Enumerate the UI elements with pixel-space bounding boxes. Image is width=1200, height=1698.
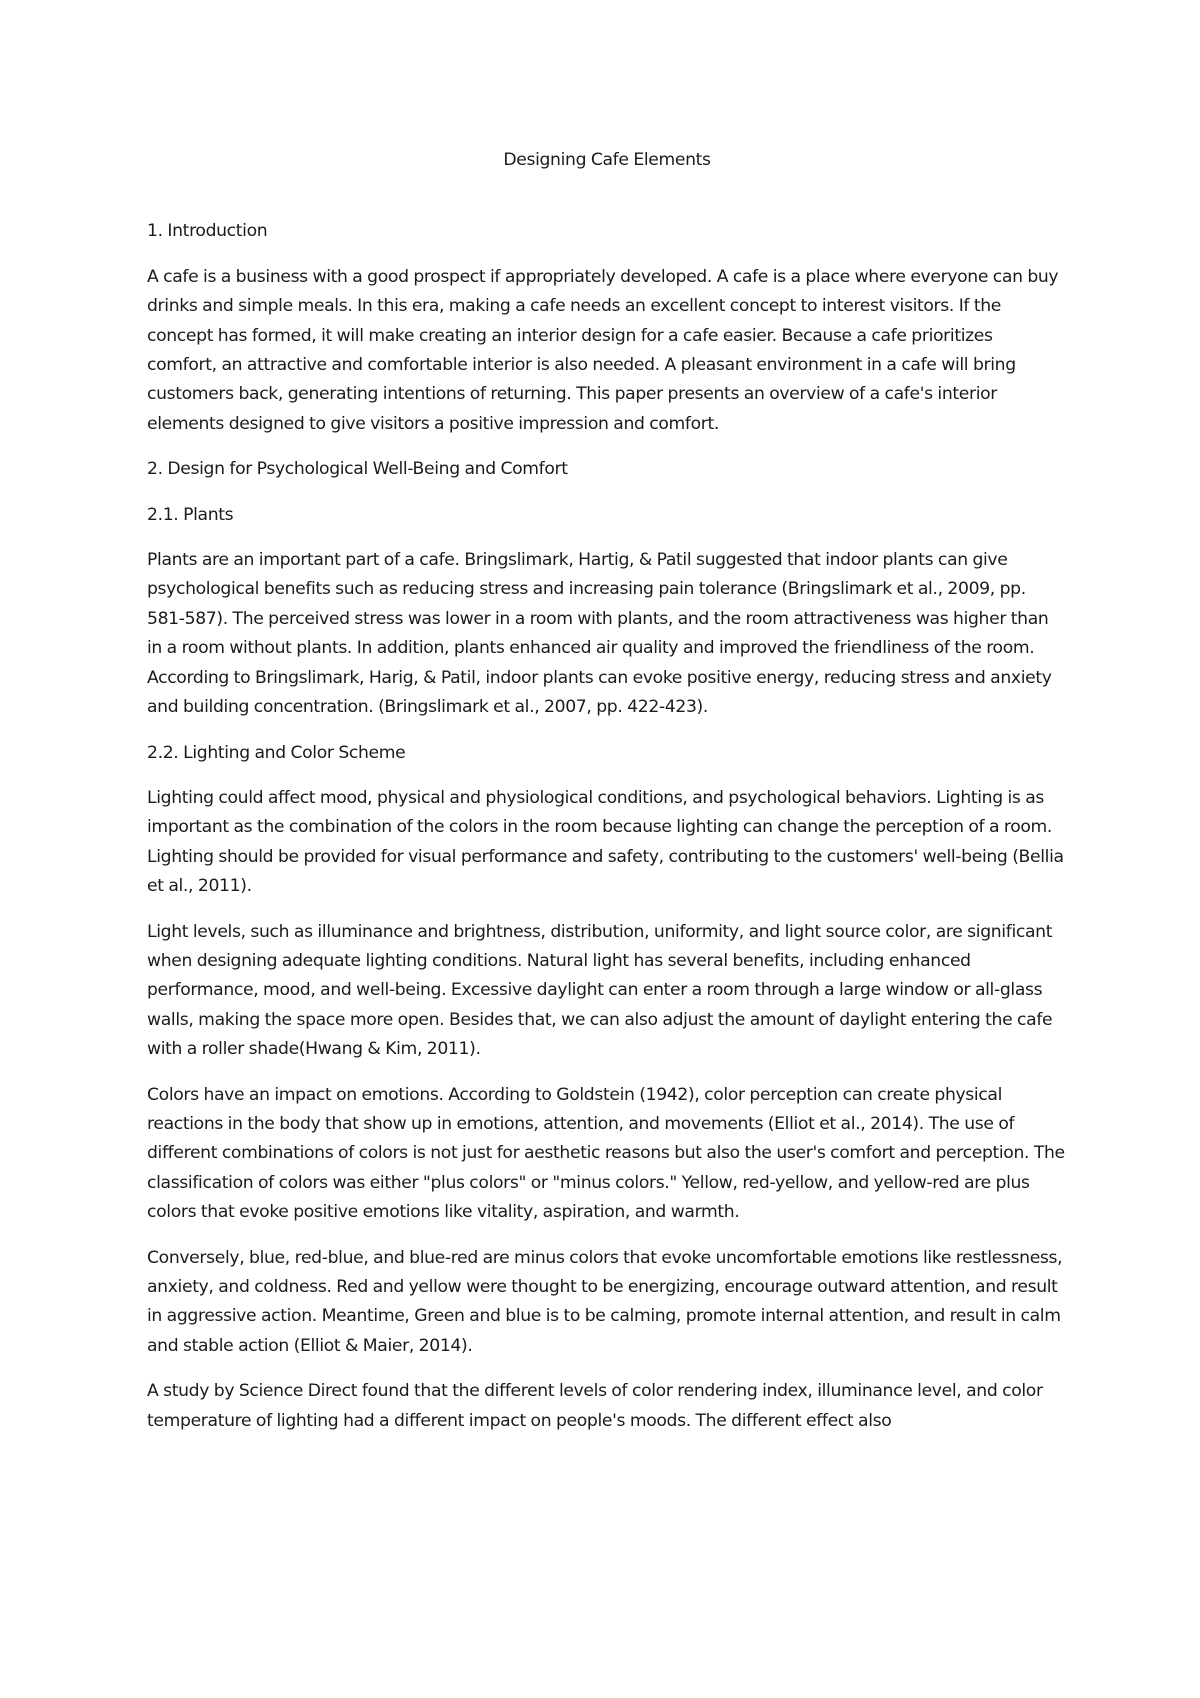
section-heading-plants: 2.1. Plants — [147, 504, 234, 525]
paragraph-minus-colors: Conversely, blue, red-blue, and blue-red are minus colors that evoke uncomfortable emotions like restlessness, anxiety, and coldness. Red and yellow were thought to be energizing, encourage outward attention, and result in aggressive action. Meantime, Green and blue is to be calming, promote internal attention, and result in calm and stable action (Elliot & Maier, 2014). — [147, 1247, 1063, 1356]
paragraph-introduction: A cafe is a business with a good prospect if appropriately developed. A cafe is a place where everyone can buy drinks and simple meals. In this era, making a cafe needs an excellent concept to interest visitors. If the concept has formed, it will make creating an interior design for a cafe easier. Because a cafe prioritizes comfort, an attractive and comfortable interior is also needed. A pleasant environment in a cafe will bring customers back, generating intentions of returning. This paper presents an overview of a cafe's interior elements designed to give visitors a positive impression and comfort. — [147, 266, 1059, 434]
paragraph-plants: Plants are an important part of a cafe. Bringslimark, Hartig, & Patil suggested that indoor plants can give psychological benefits such as reducing stress and increasing pain tolerance (Bringslimark et al., 2009, pp. 581-587). The perceived stress was lower in a room with plants, and the room attractiveness was higher than in a room without plants. In addition, plants enhanced air quality and improved the friendliness of the room. According to Bringslimark, Harig, & Patil, indoor plants can evoke positive energy, reducing stress and anxiety and building concentration. (Bringslimark et al., 2007, pp. 422-423). — [147, 550, 1052, 718]
paragraph-lighting-mood: Lighting could affect mood, physical and physiological conditions, and psychological behaviors. Lighting is as important as the combination of the colors in the room because lighting can change the perception of a room. Lighting should be provided for visual performance and safety, contributing to the customers' well-being (Bellia et al., 2011). — [147, 787, 1064, 897]
section-heading-psychological-well-being: 2. Design for Psychological Well-Being and Comfort — [147, 459, 568, 480]
section-heading-lighting-color: 2.2. Lighting and Color Scheme — [147, 742, 406, 763]
paragraph-colors-emotions: Colors have an impact on emotions. According to Goldstein (1942), color perception can create physical reactions in the body that show up in emotions, attention, and movements (Elliot et al., 2014). The use of different combinations of colors is not just for aesthetic reasons but also the user's comfort and perception. The classification of colors was either "plus colors" or "minus colors." Yellow, red-yellow, and yellow-red are plus colors that evoke positive emotions like vitality, aspiration, and warmth. — [147, 1084, 1065, 1223]
document-body — [147, 146, 1067, 1452]
paragraph-science-direct-study: A study by Science Direct found that the different levels of color rendering index, illuminance level, and color temperature of lighting had a different impact on people's moods. The different effect also — [147, 1381, 1043, 1431]
document-title: Designing Cafe Elements — [503, 150, 711, 170]
paragraph-light-levels: Light levels, such as illuminance and brightness, distribution, uniformity, and light source color, are significant when designing adequate lighting conditions. Natural light has several benefits, including enhanced performance, mood, and well-being. Excessive daylight can enter a room through a large window or all-glass walls, making the space more open. Besides that, we can also adjust the amount of daylight entering the cafe with a roller shade(Hwang & Kim, 2011). — [147, 921, 1053, 1060]
section-heading-introduction: 1. Introduction — [147, 221, 268, 242]
